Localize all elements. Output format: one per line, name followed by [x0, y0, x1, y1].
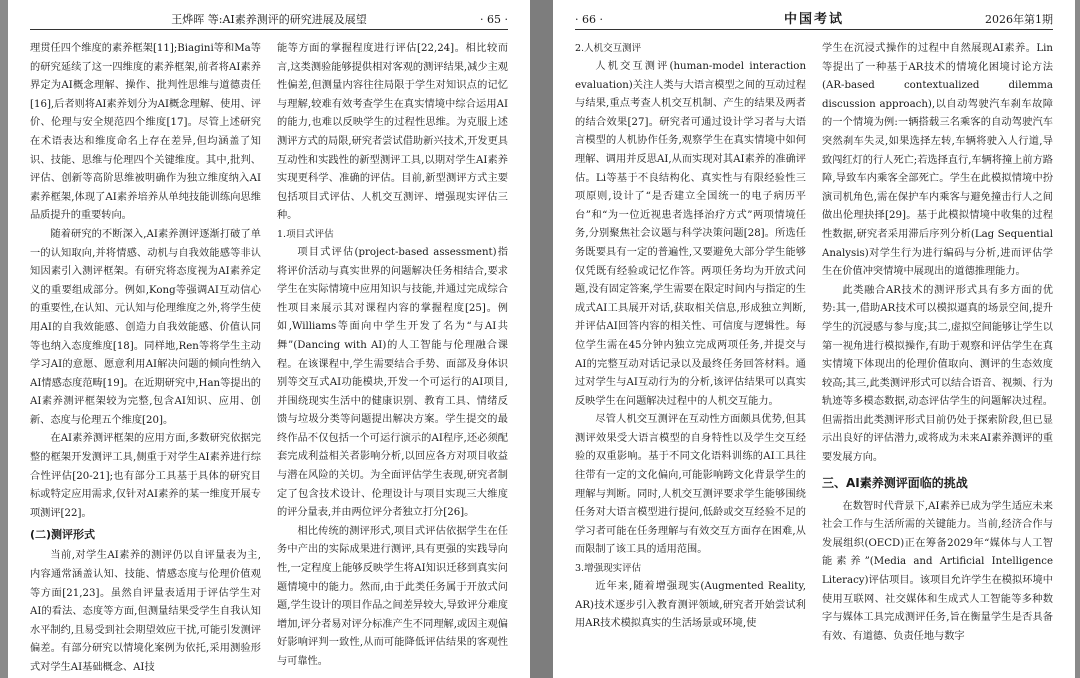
left-column-1	[30, 40, 261, 672]
paragraph: 尽管人机交互测评在互动性方面颇具优势,但其测评效果受大语言模型的自身特性以及学生交互经验的双重影响。基于不同文化语料训练的AI工具往往带有一定的文化偏向,可能影响跨文化背景学生的理解与判断。同时,人机交互测评要求学生能够围绕任务对大语言模型进行提问,低龄或交互经验不足的学习者可能在任务理解与有效交互方面存在困难,从而限制了该工具的适用范围。	[575, 414, 806, 556]
right-page	[553, 0, 1075, 678]
paragraph: 人机交互测评(human-model interaction evaluation)关注人类与大语言模型之间的互动过程与结果,重点考查人机交互机制、产生的结果及两者的结合效果[27]。研究者可通过设计学习者与大语言模型的人机协作任务,观察学生在真实情境中如何理解、调用并反思AI,从而实现对其AI素养的准确评估。Li等基于不良结构化、真实性与有限经验性三项原则,设计了“是否建立全国统一的电子病历平台”和“为一位近视患者选择治疗方式”两项情境任务,分别聚焦社会议题与科学决策问题[28]。所选任务既要具有一定的普遍性,又要避免大部分学生能够仅凭既有经验或记忆作答。两项任务均为开放式问题,没有固定答案,学生需要在限定时间内与指定的生成式AI工具展开对话,获取相关信息,形成独立判断,并评估AI回答内容的相关性、可信度与逻辑性。每位学生需在45分钟内独立完成两项任务,并提交与AI的完整互动对话记录以及最终任务回答材料。通过对学生与AI互动行为的分析,该评估结果可以真实反映学生在问题解决过程中的人机交互能力。	[575, 61, 806, 407]
page-gutter	[530, 0, 553, 678]
paragraph: 随着研究的不断深入,AI素养测评逐渐打破了单一的认知取向,并将情感、动机与自我效能感等非认知因素引入测评框架。有研究将态度视为AI素养定义的重要组成部分。例如,Kong等强调AI互动信心的重要性,在认知、元认知与伦理维度之外,将学生使用AI的自我效能感、创造力自我效能感、价值认同等也纳入态度维度[18]。同样地,Ren等将学生主动学习AI的意愿、愿意利用AI解决问题的倾向性纳入AI情感态度范畴[19]。在近期研究中,Han等提出的AI素养测评框架较为完整,包含AI知识、应用、创新、态度与伦理五个维度[20]。	[30, 228, 261, 426]
paragraph: 相比传统的测评形式,项目式评估依据学生在任务中产出的实际成果进行测评,具有更强的实践导向性,一定程度上能够反映学生将AI知识迁移到真实问题情境中的能力。然而,由于此类任务属于开放式问题,学生设计的项目作品之间差异较大,导致评分难度增加,评分者易对评分标准产生不同理解,或因主观偏好影响评判一致性,从而可能降低评估结果的客观性与可靠性。	[277, 525, 508, 667]
left-page-number: · 65 ·	[480, 13, 508, 26]
right-page-number: · 66 ·	[575, 13, 603, 26]
section-heading: 三、AI素养测评面临的挑战	[822, 475, 968, 490]
paragraph: 能等方面的掌握程度进行评估[22,24]。相比较而言,这类测验能够提供相对客观的测评结果,减少主观性偏差,但测量内容往往局限于学生对知识点的记忆与理解,较难有效考查学生在真实情境中综合运用AI的能力,也难以反映学生的过程性思维。为克服上述测评方式的局限,研究者尝试借助新兴技术,开发更具互动性和实践性的新型测评工具,以期对学生AI素养实现更科学、准确的评估。目前,新型测评方式主要包括项目式评估、人机交互测评、增强现实评估三种。	[277, 43, 508, 222]
right-running-head	[575, 12, 1053, 30]
left-running-head	[30, 12, 508, 30]
paragraph: 近年来,随着增强现实(Augmented Reality, AR)技术逐步引入教育测评领域,研究者开始尝试利用AR技术模拟真实的生活场景或环境,使	[575, 581, 806, 630]
subsection-heading: 1.项目式评估	[277, 228, 334, 240]
subsection-heading: 2.人机交互测评	[575, 43, 642, 54]
paragraph: 在AI素养测评框架的应用方面,多数研究依据完整的框架开发测评工具,侧重于对学生AI素养进行综合性评估[20-21];也有部分工具基于具体的研究目标或特定应用需求,仅针对AI素养的某一维度开展专项测评[22]。	[30, 433, 261, 519]
left-column-2	[277, 40, 508, 672]
section-heading: (二)测评形式	[30, 528, 96, 542]
paragraph: 当前,对学生AI素养的测评仍以自评量表为主,内容通常涵盖认知、技能、情感态度与伦理价值观等方面[21,23]。虽然自评量表适用于评估学生对AI的看法、态度等方面,但测量结果受学生自我认知水平制约,且易受到社会期望效应干扰,可能引发测评偏差。有部分研究以情境化案例为依托,采用测验形式对学生AI基础概念、AI技	[30, 550, 261, 672]
paragraph: 此类融合AR技术的测评形式具有多方面的优势:其一,借助AR技术可以模拟逼真的场景空间,提升学生的沉浸感与参与度;其二,虚拟空间能够让学生以第一视角进行模拟操作,有助于观察和评估学生在真实情境下体现出的伦理价值取向、测评的生态效度较高;其三,此类测评形式可以结合语音、视频、行为轨迹等多模态数据,动态评估学生的问题解决过程。但需指出此类测评形式目前仍处于探索阶段,但已显示出良好的评估潜力,或将成为未来AI素养测评的重要发展方向。	[822, 284, 1053, 464]
left-header-title: 王烨晖 等:AI素养测评的研究进展及展望	[171, 13, 367, 26]
right-column-2	[822, 40, 1053, 672]
paragraph: 理贯任四个维度的素养框架[11];Biagini等和Ma等的研究延续了这一四维度的素养框架,前者将AI素养界定为AI概念理解、操作、批判性思维与道德责任[16],后者则将AI素养划分为AI概念理解、使用、评价、伦理与安全规范四个维度[17]。尽管上述研究在术语表达和维度命名上存在差异,但均涵盖了知识、技能、思维与伦理四个关键维度。其中,批判、评估、创新等高阶思维被明确作为独立维度纳入AI素养框架,体现了AI素养培养从单纯技能训练向思维品质提升的重要转向。	[30, 43, 261, 222]
left-page	[8, 0, 530, 678]
subsection-heading: 3.增强现实评估	[575, 563, 642, 575]
journal-issue: 2026年第1期	[985, 13, 1053, 26]
paragraph: 项目式评估(project-based assessment)指将评价活动与真实世界的问题解决任务相结合,要求学生在实际情境中应用知识与技能,并通过完成综合性项目来展示其对课程内容的掌握程度[25]。例如,Williams等面向中学生开发了名为“与AI共舞”(Dancing with AI)的人工智能与伦理融合课程。在该课程中,学生需要结合手势、面部及身体识别等交互式AI功能模块,开发一个可运行的AI项目,并围绕现实生活中的健康识别、教育工具、情绪反馈与垃圾分类等问题提出解决方案。学生提交的最终作品不仅包括一个可运行演示的AI程序,还必须配套完成利益相关者影响分析,以回应各方对项目收益与潜在风险的关切。为全面评估学生表现,研究者制定了包含技术设计、伦理设计与项目实现三大维度的评分量表,并由两位评分者独立打分[26]。	[277, 246, 508, 519]
right-column-1	[575, 40, 806, 672]
paragraph: 在数智时代背景下,AI素养已成为学生适应未来社会工作与生活所需的关键能力。当前,经济合作与发展组织(OECD)正在筹备2029年“媒体与人工智能素养”(Media and Artificial Intelligence Literacy)评估项目。该项目允许学生在模拟环境中使用互联网、社交媒体和生成式人工智能等多种数字与媒体工具完成测评任务,旨在衡量学生是否具备有效、有道德、负责任地与数字	[822, 500, 1053, 642]
journal-name: 中国考试	[783, 12, 844, 27]
paragraph: 学生在沉浸式操作的过程中自然展现AI素养。Lin等提出了一种基于AR技术的情境化困境讨论方法(AR-based contextualized dilemma discussion approach),以自动驾驶汽车刹车故障的一个情境为例:一辆搭载三名乘客的自动驾驶汽车突然刹车失灵,如果选择左转,车辆将驶入人行道,导致闯红灯的行人死亡;若选择直行,车辆将撞上前方路障,导致车内乘客全部死亡。学生在此模拟情境中扮演司机角色,需在保护车内乘客与避免撞击行人之间做出伦理抉择[29]。基于此模拟情境中收集的过程性数据,研究者采用滞后序列分析(Lag Sequential Analysis)对学生行为进行编码与分析,进而评估学生在价值冲突情境中展现出的道德推理能力。	[822, 43, 1053, 278]
